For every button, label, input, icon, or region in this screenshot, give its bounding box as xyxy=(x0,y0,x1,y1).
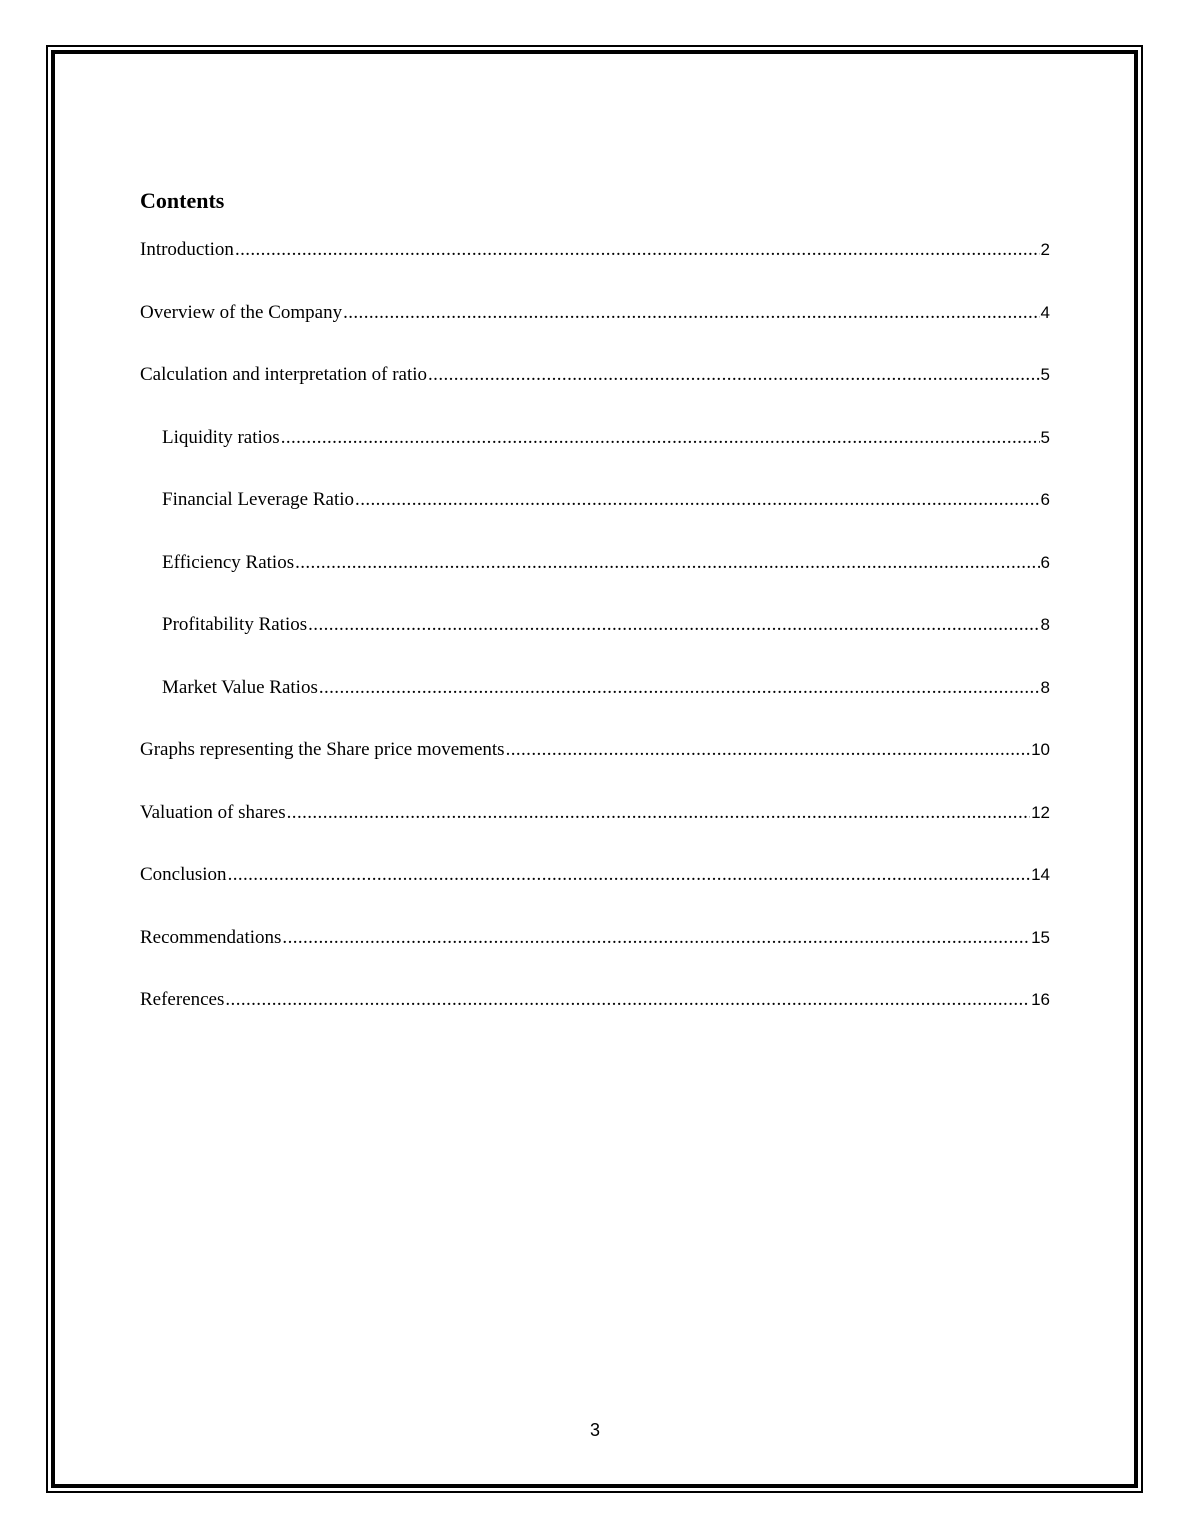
toc-entry-valuation-of-shares[interactable] xyxy=(140,801,1050,864)
toc-dot-leader xyxy=(287,801,1030,825)
toc-entry-title: Calculation and interpretation of ratio xyxy=(140,364,428,385)
toc-dot-leader xyxy=(506,738,1031,762)
toc-entry-calculation-and-interpretation[interactable] xyxy=(140,363,1050,426)
toc-entry-page: 6 xyxy=(1040,552,1050,572)
toc-entry-title: Conclusion xyxy=(140,864,227,885)
toc-entry-title: Efficiency Ratios xyxy=(162,551,295,573)
toc-entry-page: 16 xyxy=(1031,990,1050,1009)
toc-entry-title: Introduction xyxy=(140,239,234,260)
toc-entry-introduction[interactable] xyxy=(140,238,1050,301)
toc-dot-leader xyxy=(428,363,1040,387)
toc-entry-page: 8 xyxy=(1040,615,1050,634)
toc-entry-title: Recommendations xyxy=(140,926,282,948)
toc-dot-leader xyxy=(228,863,1031,887)
toc-entry-title: Market Value Ratios xyxy=(162,676,318,698)
toc-entry-title: Liquidity ratios xyxy=(162,426,280,448)
toc-entry-page: 8 xyxy=(1040,677,1050,697)
toc-dot-leader xyxy=(343,301,1039,325)
toc-entry-page: 12 xyxy=(1031,802,1050,822)
toc-entry-page: 10 xyxy=(1031,740,1050,759)
toc-entry-liquidity-ratios[interactable] xyxy=(140,426,1050,489)
toc-dot-leader xyxy=(225,988,1030,1012)
toc-entry-title: Profitability Ratios xyxy=(162,614,308,635)
toc-entry-overview-of-the-company[interactable] xyxy=(140,301,1050,364)
toc-entry-page: 6 xyxy=(1040,490,1050,509)
toc-entry-page: 5 xyxy=(1040,365,1050,384)
toc-entry-title: References xyxy=(140,989,225,1010)
toc-entry-title: Overview of the Company xyxy=(140,301,343,323)
toc-entry-market-value-ratios[interactable] xyxy=(140,676,1050,739)
toc-entry-page: 14 xyxy=(1031,865,1050,884)
toc-entry-title: Graphs representing the Share price movements xyxy=(140,739,505,760)
toc-entry-references[interactable] xyxy=(140,988,1050,1051)
toc-entry-recommendations[interactable] xyxy=(140,926,1050,989)
toc-entry-efficiency-ratios[interactable] xyxy=(140,551,1050,614)
toc-dot-leader xyxy=(235,238,1040,262)
table-of-contents xyxy=(140,186,1050,1051)
toc-entry-page: 15 xyxy=(1031,927,1050,947)
toc-entry-conclusion[interactable] xyxy=(140,863,1050,926)
toc-entry-page: 5 xyxy=(1040,427,1050,447)
toc-entry-financial-leverage-ratio[interactable] xyxy=(140,488,1050,551)
toc-heading: Contents xyxy=(140,188,225,213)
toc-dot-leader xyxy=(319,676,1040,700)
toc-entry-title: Financial Leverage Ratio xyxy=(162,489,355,510)
toc-entry-title: Valuation of shares xyxy=(140,801,286,823)
toc-entry-page: 4 xyxy=(1040,302,1050,322)
toc-dot-leader xyxy=(295,551,1039,575)
toc-dot-leader xyxy=(281,426,1040,450)
toc-dot-leader xyxy=(355,488,1039,512)
toc-dot-leader xyxy=(282,926,1030,950)
page-number: 3 xyxy=(589,1420,600,1440)
toc-entry-graphs-share-price[interactable] xyxy=(140,738,1050,801)
toc-dot-leader xyxy=(308,613,1039,637)
toc-entry-profitability-ratios[interactable] xyxy=(140,613,1050,676)
toc-entry-page: 2 xyxy=(1040,240,1050,259)
